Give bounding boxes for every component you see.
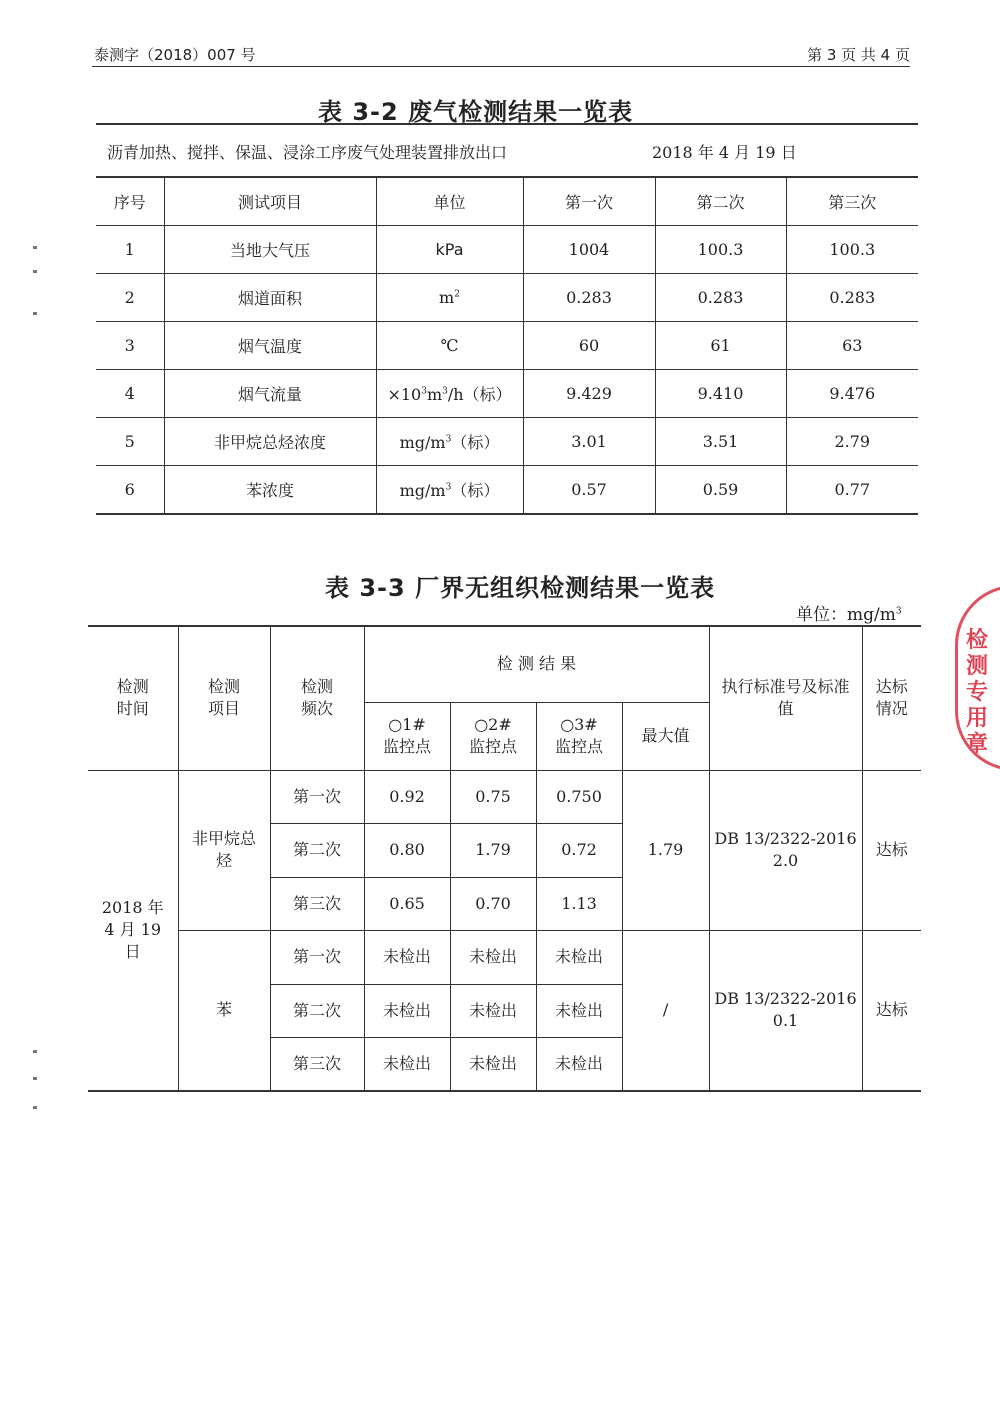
table32-title: 表 3-2 废气检测结果一览表 [318, 98, 634, 126]
unit-text: m [426, 385, 443, 404]
table32-header-cell: 序号 [96, 177, 164, 226]
table33 [88, 625, 921, 1092]
table32-header-cell: 单位 [376, 177, 523, 226]
table32 [96, 176, 918, 515]
row-unit [376, 322, 523, 370]
doc-number: 泰测字（2018）007 号 [94, 46, 256, 64]
value-cell: 1.79 [450, 823, 536, 877]
header-time: 检测时间 [88, 626, 178, 770]
table-row [96, 418, 918, 466]
table32-date: 2018 年 4 月 19 日 [652, 143, 797, 162]
value-cell: 0.72 [536, 823, 622, 877]
value-cell: 未检出 [536, 984, 622, 1037]
table32-location: 沥青加热、搅拌、保温、浸涂工序废气处理装置排放出口 [107, 143, 508, 162]
row-value: 9.476 [786, 370, 918, 418]
row-value: 100.3 [655, 226, 786, 274]
table32-header-cell: 第二次 [655, 177, 786, 226]
table-row [96, 274, 918, 322]
scan-mark [33, 1077, 37, 1080]
unit-sup: 3 [445, 482, 452, 493]
row-value: 9.429 [523, 370, 655, 418]
row-no: 2 [96, 274, 164, 322]
value-cell: 0.92 [364, 770, 450, 823]
unit-text: （标） [451, 481, 500, 500]
table32-header-cell: 第一次 [523, 177, 655, 226]
table33-header-row [88, 626, 921, 702]
table32-header-row [96, 177, 918, 226]
table32-title-rule [96, 123, 918, 125]
group-item: 非甲烷总烃 [178, 770, 270, 930]
value-cell: 未检出 [364, 930, 450, 984]
table32-header-cell: 测试项目 [164, 177, 376, 226]
table33-title: 表 3-3 厂界无组织检测结果一览表 [325, 574, 716, 602]
header-freq: 检测频次 [270, 626, 364, 770]
row-item: 烟道面积 [164, 274, 376, 322]
standard-value: 2.0 [772, 851, 799, 870]
date-cell: 2018 年 4 月 19 日 [88, 770, 178, 1091]
row-value: 9.410 [655, 370, 786, 418]
table-row [96, 322, 918, 370]
row-unit [376, 418, 523, 466]
row-item: 非甲烷总烃浓度 [164, 418, 376, 466]
row-value: 0.57 [523, 466, 655, 515]
unit-sup: 3 [445, 434, 452, 445]
row-value: 0.283 [786, 274, 918, 322]
group-item: 苯 [178, 930, 270, 1091]
row-no: 3 [96, 322, 164, 370]
unit-text: mg/m [399, 433, 446, 452]
freq-cell: 第一次 [270, 930, 364, 984]
red-seal-stamp [955, 585, 1000, 771]
row-value: 63 [786, 322, 918, 370]
row-no: 1 [96, 226, 164, 274]
freq-cell: 第二次 [270, 823, 364, 877]
row-value: 1004 [523, 226, 655, 274]
row-unit [376, 274, 523, 322]
value-cell: 未检出 [536, 930, 622, 984]
header-status: 达标情况 [862, 626, 921, 770]
standard-cell [709, 770, 862, 930]
row-no: 4 [96, 370, 164, 418]
row-value: 2.79 [786, 418, 918, 466]
row-value: 60 [523, 322, 655, 370]
status-cell: 达标 [862, 930, 921, 1091]
row-unit [376, 370, 523, 418]
row-unit [376, 226, 523, 274]
value-cell: 1.13 [536, 877, 622, 930]
header-point-3: ○3#监控点 [536, 702, 622, 770]
header-standard: 执行标准号及标准值 [709, 626, 862, 770]
standard-no: DB 13/2322-2016 [714, 989, 857, 1009]
unit-sup: 3 [421, 386, 427, 397]
page-info: 第 3 页 共 4 页 [807, 46, 910, 64]
table32-header-cell: 第三次 [786, 177, 918, 226]
value-cell: 未检出 [450, 984, 536, 1037]
unit-text: ℃ [440, 336, 459, 355]
table-row [96, 226, 918, 274]
standard-value: 0.1 [772, 1011, 799, 1031]
unit-sup: 3 [442, 386, 448, 397]
max-cell: / [622, 930, 709, 1091]
table-row [88, 930, 921, 984]
row-item: 当地大气压 [164, 226, 376, 274]
status-cell: 达标 [862, 770, 921, 930]
row-value: 100.3 [786, 226, 918, 274]
header-item: 检测项目 [178, 626, 270, 770]
freq-cell: 第三次 [270, 1037, 364, 1091]
standard-no: DB 13/2322-2016 [714, 829, 857, 848]
row-value: 3.51 [655, 418, 786, 466]
header-point-1: ○1#监控点 [364, 702, 450, 770]
header-max: 最大值 [622, 702, 709, 770]
stamp-text: 检测专用章 [966, 628, 989, 757]
value-cell: 未检出 [450, 1037, 536, 1091]
unit-text: kPa [435, 240, 464, 259]
max-cell: 1.79 [622, 770, 709, 930]
table33-unit [796, 600, 902, 625]
freq-cell: 第三次 [270, 877, 364, 930]
value-cell: 未检出 [450, 930, 536, 984]
value-cell: 0.75 [450, 770, 536, 823]
unit-text: ×10 [387, 385, 422, 404]
table-row [96, 370, 918, 418]
row-item: 烟气流量 [164, 370, 376, 418]
row-unit [376, 466, 523, 515]
scan-mark [33, 270, 37, 273]
value-cell: 0.80 [364, 823, 450, 877]
table-row [88, 770, 921, 823]
value-cell: 0.65 [364, 877, 450, 930]
header-point-2: ○2#监控点 [450, 702, 536, 770]
value-cell: 未检出 [364, 1037, 450, 1091]
value-cell: 0.70 [450, 877, 536, 930]
unit-sup: 3 [895, 606, 902, 617]
unit-text: mg/m [399, 481, 446, 500]
row-no: 5 [96, 418, 164, 466]
row-value: 61 [655, 322, 786, 370]
row-value: 0.77 [786, 466, 918, 515]
row-item: 烟气温度 [164, 322, 376, 370]
unit-text: 单位：mg/m [796, 605, 896, 625]
unit-text: /h（标） [447, 385, 512, 404]
header-rule [92, 66, 910, 67]
unit-text: （标） [451, 433, 500, 452]
scan-mark [33, 1050, 37, 1053]
unit-text: m [439, 288, 455, 307]
row-no: 6 [96, 466, 164, 515]
scan-mark [33, 1106, 37, 1109]
freq-cell: 第一次 [270, 770, 364, 823]
freq-cell: 第二次 [270, 984, 364, 1037]
value-cell: 0.750 [536, 770, 622, 823]
scan-mark [33, 312, 37, 315]
header-result: 检 测 结 果 [364, 626, 709, 702]
table-row [96, 466, 918, 515]
unit-sup: 2 [454, 289, 460, 300]
value-cell: 未检出 [364, 984, 450, 1037]
row-value: 3.01 [523, 418, 655, 466]
row-item: 苯浓度 [164, 466, 376, 515]
scan-mark [33, 246, 37, 249]
value-cell: 未检出 [536, 1037, 622, 1091]
row-value: 0.59 [655, 466, 786, 515]
standard-cell [709, 930, 862, 1091]
row-value: 0.283 [523, 274, 655, 322]
row-value: 0.283 [655, 274, 786, 322]
